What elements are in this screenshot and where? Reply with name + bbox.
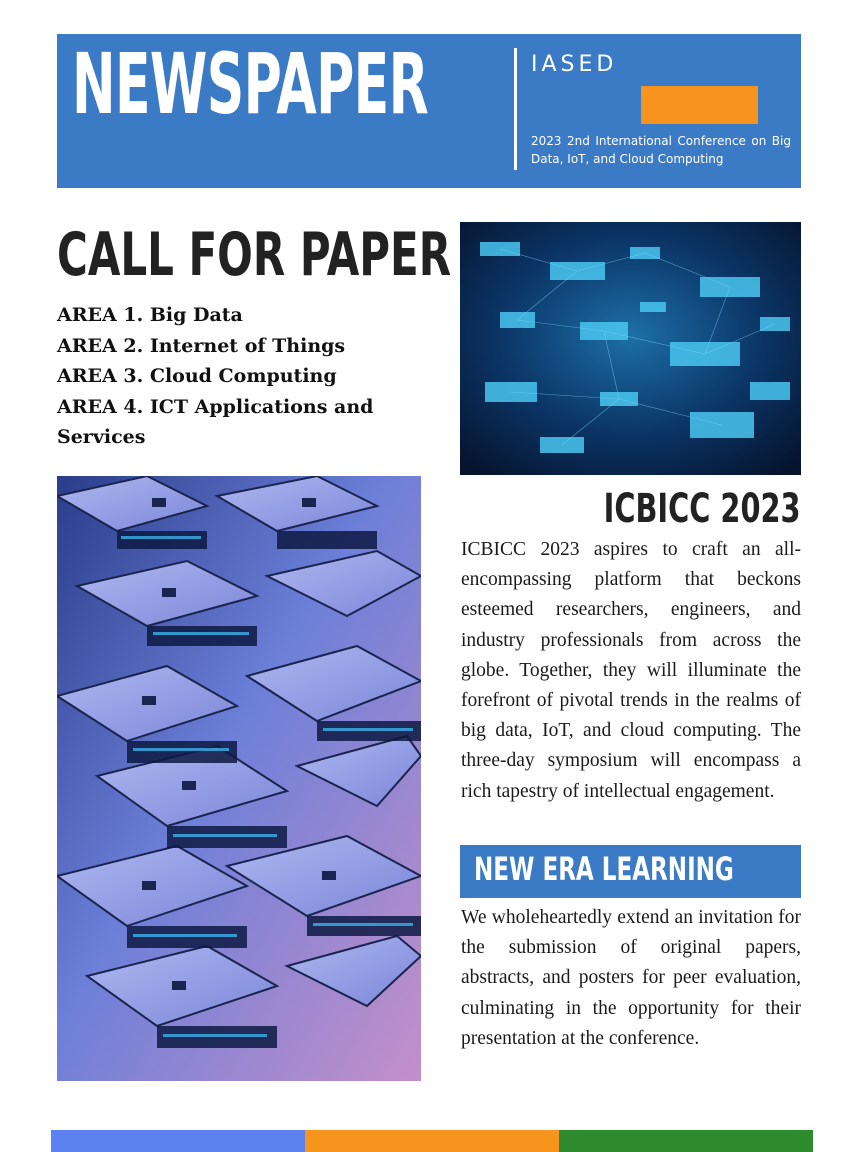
icbicc-paragraph: ICBICC 2023 aspires to craft an all-encompassing platform that beckons esteemed researchers, engineers, and industry professionals from across the globe. Together, they will illuminate the forefront of pivotal trends in the realms of big data, IoT, and cloud computing. The three-day symposium will encompass a rich tapestry of intellectual engagement. bbox=[461, 539, 801, 802]
new-era-heading: NEW ERA LEARNING bbox=[474, 850, 734, 888]
conference-name: 2023 2nd International Conference on Big Data, IoT, and Cloud Computing bbox=[531, 134, 791, 166]
footer-bar-blue bbox=[51, 1130, 305, 1152]
call-for-paper-title: CALL FOR PAPER bbox=[57, 220, 452, 290]
footer-bar-green bbox=[559, 1130, 813, 1152]
header-divider bbox=[514, 48, 517, 170]
masthead-title: NEWSPAPER bbox=[72, 35, 429, 133]
area-item: AREA 3. Cloud Computing bbox=[57, 365, 337, 387]
icbicc-heading-text: ICBICC 2023 bbox=[604, 486, 801, 532]
chip-grid-image bbox=[57, 476, 421, 1081]
area-item: AREA 1. Big Data bbox=[57, 304, 243, 326]
area-item: AREA 2. Internet of Things bbox=[57, 334, 346, 357]
orange-accent-block bbox=[641, 86, 758, 124]
area-item: AREA 4. ICT Applications and Services bbox=[57, 395, 374, 448]
network-image bbox=[460, 222, 801, 475]
new-era-paragraph: We wholeheartedly extend an invitation for the submission of original papers, abstracts, and posters for peer evaluation, culminating in the opportunity for their presentation at the conference. bbox=[461, 907, 801, 1049]
org-name: IASED bbox=[531, 52, 618, 77]
footer-bar-orange bbox=[305, 1130, 559, 1152]
area-list bbox=[57, 300, 397, 453]
icbicc-heading bbox=[460, 486, 801, 532]
